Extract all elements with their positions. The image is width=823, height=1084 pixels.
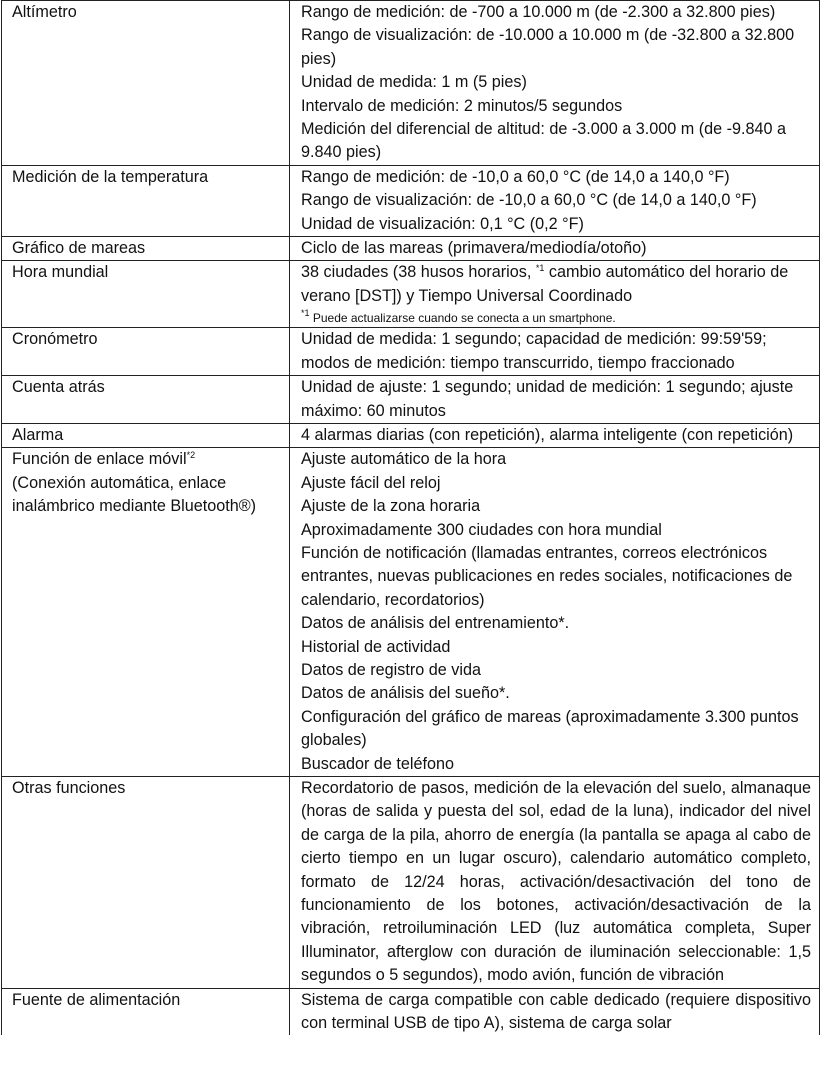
row-value bbox=[290, 777, 820, 989]
value-line: Unidad de visualización: 0,1 °C (0,2 °F) bbox=[301, 214, 584, 233]
table-row bbox=[2, 165, 820, 236]
value-line: 38 ciudades (38 husos horarios, $^{*1}$ cambio automático del horario de verano [DST]) y Tiempo Universal Coordinado bbox=[301, 263, 789, 305]
value-line: Rango de medición: de -10,0 a 60,0 °C (de 14,0 a 140,0 °F) bbox=[301, 167, 730, 186]
table-row bbox=[2, 777, 820, 989]
row-value bbox=[290, 261, 820, 328]
value-line: Función de notificación (llamadas entrantes, correos electrónicos entrantes, nuevas publicaciones en redes sociales, notificaciones de calendario, recordatorios) bbox=[301, 543, 793, 609]
value-text: Sistema de carga compatible con cable dedicado (requiere dispositivo con terminal USB de tipo A), sistema de carga solar bbox=[301, 990, 811, 1033]
value-line: Configuración del gráfico de mareas (aproximadamente 3.300 puntos globales) bbox=[301, 707, 799, 750]
table-row bbox=[2, 261, 820, 328]
value-line: Ajuste de la zona horaria bbox=[301, 497, 481, 516]
row-value bbox=[290, 423, 820, 447]
value-line: Aproximadamente 300 ciudades con hora mundial bbox=[301, 520, 662, 539]
value-line: Unidad de medida: 1 m (5 pies) bbox=[301, 73, 527, 92]
row-label: Otras funciones bbox=[2, 777, 290, 989]
row-label: Fuente de alimentación bbox=[2, 988, 290, 1035]
value-line: Datos de registro de vida bbox=[301, 660, 481, 679]
row-label: Alarma bbox=[2, 423, 290, 447]
footnote-marker: *2 bbox=[186, 450, 196, 461]
value-line: Datos de análisis del entrenamiento*. bbox=[301, 614, 570, 633]
value-line: Datos de análisis del sueño*. bbox=[301, 684, 510, 703]
row-label-extra: (Conexión automática, enlace inalámbrico mediante Bluetooth®) bbox=[12, 473, 257, 516]
footnote-marker: *1 bbox=[535, 263, 545, 274]
table-row bbox=[2, 376, 820, 424]
row-label: Gráfico de mareas bbox=[2, 237, 290, 261]
table-row bbox=[2, 423, 820, 447]
value-line: Rango de visualización: de -10,0 a 60,0 °C (de 14,0 a 140,0 °F) bbox=[301, 191, 757, 210]
value-line: Intervalo de medición: 2 minutos/5 segundos bbox=[301, 96, 623, 115]
table-row bbox=[2, 988, 820, 1035]
value-line: 4 alarmas diarias (con repetición), alarma inteligente (con repetición) bbox=[301, 425, 794, 444]
value-line: Unidad de medida: 1 segundo; capacidad de medición: 99:59'59; modos de medición: tiempo transcurrido, tiempo fraccionado bbox=[301, 330, 767, 372]
table-row bbox=[2, 448, 820, 777]
value-line: Rango de visualización: de -10.000 a 10.000 m (de -32.800 a 32.800 pies) bbox=[301, 26, 795, 68]
row-value bbox=[290, 988, 820, 1035]
spec-table bbox=[1, 0, 820, 1035]
value-line: Rango de medición: de -700 a 10.000 m (de -2.300 a 32.800 pies) bbox=[301, 3, 776, 21]
value-line: Buscador de teléfono bbox=[301, 754, 454, 773]
row-label: Cuenta atrás bbox=[2, 376, 290, 424]
value-line: Historial de actividad bbox=[301, 637, 451, 656]
table-row bbox=[2, 1, 820, 166]
row-label: Medición de la temperatura bbox=[2, 165, 290, 236]
value-line: Ajuste automático de la hora bbox=[301, 450, 507, 469]
footnote-text: $^{*1}$ Puede actualizarse cuando se conecta a un smartphone. bbox=[301, 308, 616, 326]
row-value bbox=[290, 165, 820, 236]
value-line: Ciclo de las mareas (primavera/mediodía/otoño) bbox=[301, 239, 647, 258]
value-line: Unidad de ajuste: 1 segundo; unidad de medición: 1 segundo; ajuste máximo: 60 minutos bbox=[301, 378, 794, 420]
table-row bbox=[2, 237, 820, 261]
row-value bbox=[290, 448, 820, 777]
row-value bbox=[290, 237, 820, 261]
row-value bbox=[290, 376, 820, 424]
table-row bbox=[2, 328, 820, 376]
row-label: Función de enlace móvil$^{*2}$ (Conexión automática, enlace inalámbrico mediante Bluetooth®) bbox=[2, 448, 290, 777]
row-label: Altímetro bbox=[2, 1, 290, 166]
row-label: Hora mundial bbox=[2, 261, 290, 328]
row-label: Cronómetro bbox=[2, 328, 290, 376]
row-value bbox=[290, 328, 820, 376]
row-value bbox=[290, 1, 820, 166]
value-line: Ajuste fácil del reloj bbox=[301, 473, 441, 492]
value-text: Recordatorio de pasos, medición de la elevación del suelo, almanaque (horas de salida y puesta del sol, edad de la luna), indicador del nivel de carga de la pila, ahorro de energía (la pantalla se apaga al cabo de cierto tiempo en un lugar oscuro), calendario automático completo, formato de 12/24 horas, activación/desactivación del tono de funcionamiento de los botones, activación/desactivación de la vibración, retroiluminación LED (luz automática completa, Super Illuminator, afterglow con duración de iluminación seleccionable: 1,5 segundos o 5 segundos), modo avión, función de vibración bbox=[301, 779, 811, 985]
value-line: Medición del diferencial de altitud: de -3.000 a 3.000 m (de -9.840 a 9.840 pies) bbox=[301, 120, 787, 162]
